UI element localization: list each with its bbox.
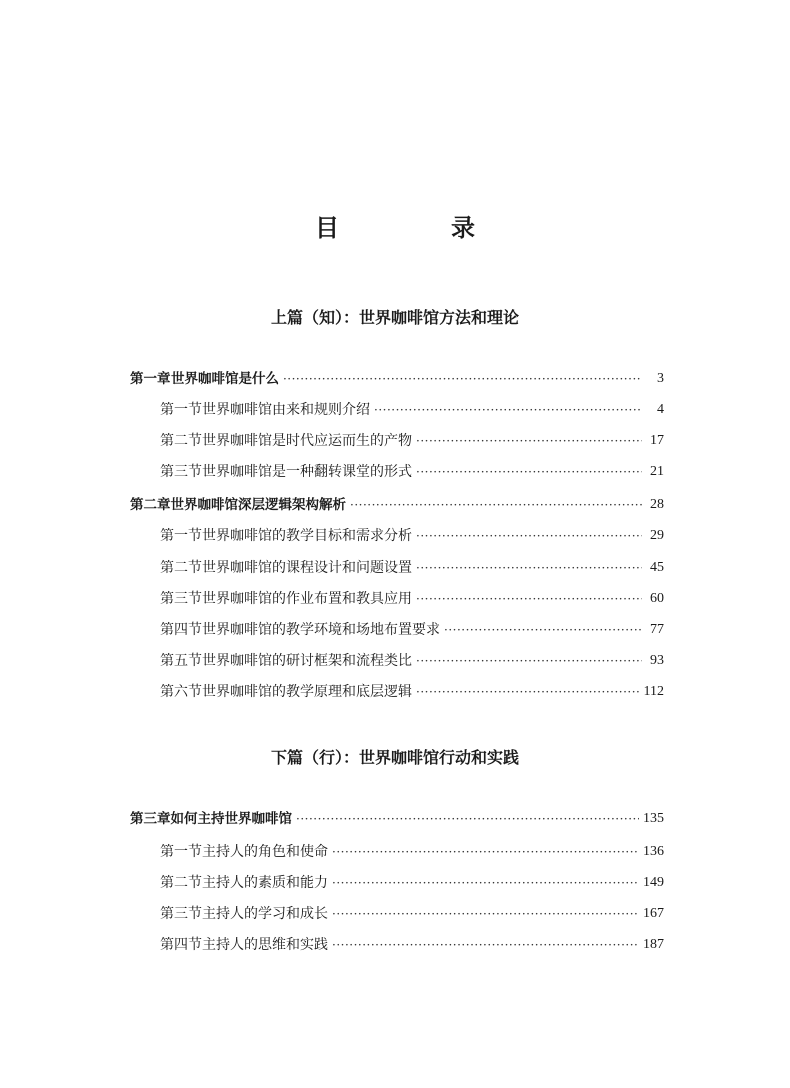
entry-number: 第四节	[160, 937, 202, 953]
toc-section-entry[interactable]	[160, 932, 664, 954]
entry-title: 世界咖啡馆的教学原理和底层逻辑	[202, 684, 412, 700]
entry-number: 第二节	[160, 875, 202, 891]
part-heading-1: 上篇（知）：世界咖啡馆方法和理论	[270, 308, 519, 327]
dot-leader	[416, 590, 642, 608]
dot-leader	[283, 370, 642, 388]
toc-section-entry[interactable]	[160, 679, 664, 701]
entry-number: 第四节	[160, 622, 202, 638]
toc-section-entry[interactable]	[160, 617, 664, 639]
entry-title: 世界咖啡馆的研讨框架和流程类比	[202, 653, 412, 669]
entry-title: 世界咖啡馆是时代应运而生的产物	[202, 433, 412, 449]
entry-number: 第二节	[160, 560, 202, 576]
dot-leader	[444, 621, 642, 639]
entry-title: 世界咖啡馆的课程设计和问题设置	[202, 560, 412, 576]
entry-title: 世界咖啡馆的教学目标和需求分析	[202, 528, 412, 544]
entry-number: 第一节	[160, 844, 202, 860]
toc-section-entry[interactable]	[160, 397, 664, 419]
page-number: 60	[650, 591, 664, 606]
dot-leader	[350, 496, 642, 514]
dot-leader	[416, 652, 642, 670]
page-number: 77	[650, 622, 664, 637]
entry-title: 世界咖啡馆是什么	[170, 371, 279, 387]
toc-chapter-entry[interactable]	[130, 366, 664, 388]
page-number: 29	[650, 528, 664, 543]
toc-section-entry[interactable]	[160, 459, 664, 481]
dot-leader	[416, 683, 640, 701]
toc-chapter-entry[interactable]	[130, 492, 664, 514]
entry-number: 第一节	[160, 402, 202, 418]
entry-title: 主持人的学习和成长	[202, 906, 328, 922]
dot-leader	[296, 810, 639, 828]
entry-title: 主持人的素质和能力	[202, 875, 328, 891]
toc-section-entry[interactable]	[160, 428, 664, 450]
page-number: 17	[650, 433, 664, 448]
toc-section-entry[interactable]	[160, 648, 664, 670]
part-heading-2: 下篇（行）：世界咖啡馆行动和实践	[270, 748, 519, 767]
toc-section-entry[interactable]	[160, 523, 664, 545]
dot-leader	[374, 401, 642, 419]
entry-title: 如何主持世界咖啡馆	[170, 811, 292, 827]
toc-section-entry[interactable]	[160, 870, 664, 892]
entry-title: 世界咖啡馆的教学环境和场地布置要求	[202, 622, 440, 638]
page-number: 135	[643, 811, 664, 826]
page-number: 187	[643, 937, 664, 952]
page-number: 21	[650, 464, 664, 479]
toc-section-entry[interactable]	[160, 555, 664, 577]
dot-leader	[332, 874, 639, 892]
toc-section-entry[interactable]	[160, 901, 664, 923]
dot-leader	[332, 905, 639, 923]
page-number: 45	[650, 560, 664, 575]
entry-number: 第二节	[160, 433, 202, 449]
toc-section-entry[interactable]	[160, 586, 664, 608]
entry-title: 世界咖啡馆深层逻辑架构解析	[170, 497, 346, 513]
entry-number: 第六节	[160, 684, 202, 700]
dot-leader	[416, 527, 642, 545]
page-number: 93	[650, 653, 664, 668]
page-number: 136	[643, 844, 664, 859]
entry-title: 主持人的角色和使命	[202, 844, 328, 860]
dot-leader	[332, 843, 639, 861]
toc-section-entry[interactable]	[160, 839, 664, 861]
entry-number: 第五节	[160, 653, 202, 669]
entry-title: 世界咖啡馆的作业布置和教具应用	[202, 591, 412, 607]
page-title: 目 录	[315, 213, 519, 242]
dot-leader	[416, 432, 642, 450]
entry-number: 第三章	[130, 811, 171, 827]
entry-title: 主持人的思维和实践	[202, 937, 328, 953]
page-number: 149	[643, 875, 664, 890]
page-number: 4	[657, 402, 664, 417]
toc-chapter-entry[interactable]	[130, 806, 664, 828]
entry-number: 第一章	[130, 371, 171, 387]
dot-leader	[416, 559, 642, 577]
page-number: 167	[643, 906, 664, 921]
entry-number: 第二章	[130, 497, 171, 513]
entry-title: 世界咖啡馆由来和规则介绍	[202, 402, 370, 418]
entry-title: 世界咖啡馆是一种翻转课堂的形式	[202, 464, 412, 480]
dot-leader	[332, 936, 639, 954]
entry-number: 第三节	[160, 464, 202, 480]
entry-number: 第一节	[160, 528, 202, 544]
entry-number: 第三节	[160, 906, 202, 922]
entry-number: 第三节	[160, 591, 202, 607]
page-number: 28	[650, 497, 664, 512]
page-number: 3	[657, 371, 664, 386]
page-number: 112	[643, 684, 664, 699]
dot-leader	[416, 463, 642, 481]
